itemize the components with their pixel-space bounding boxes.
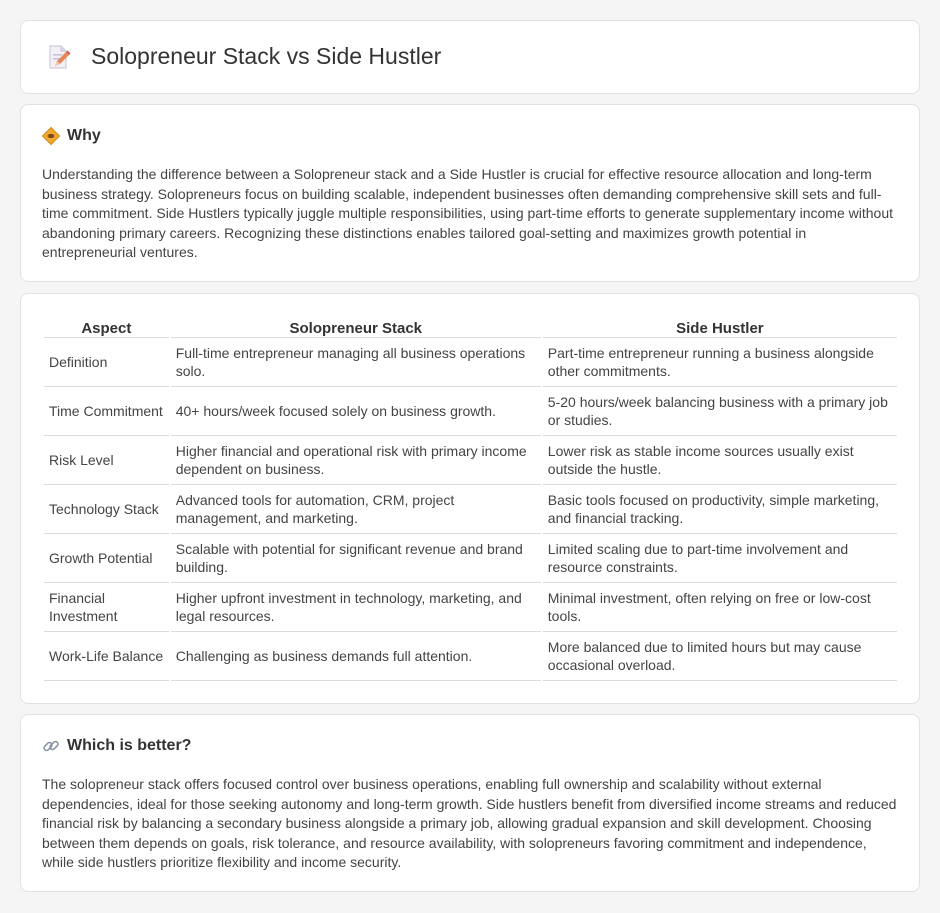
better-heading: Which is better? [67, 737, 192, 754]
title-card [20, 20, 920, 94]
aspect-cell: Definition [44, 338, 169, 387]
why-text: Understanding the difference between a Solopreneur stack and a Side Hustler is crucial for effective resource allocation and long-term business strategy. Solopreneurs focus on building scalable, independent businesses often demanding comprehensive skill sets and full-time commitment. Side Hustlers typically juggle multiple responsibilities, using part-time efforts to generate supplementary income without abandoning primary careers. Recognizing these distinctions enables tailored goal-setting and maximizes growth potential in entrepreneurial ventures. [42, 166, 894, 261]
better-heading-row [42, 737, 191, 755]
side-hustler-cell: More balanced due to limited hours but may cause occasional overload. [543, 632, 897, 681]
aspect-cell: Technology Stack [44, 485, 169, 534]
link-icon [42, 737, 60, 755]
comparison-table [42, 316, 899, 681]
title-row [45, 43, 441, 70]
solopreneur-cell: Higher upfront investment in technology, marketing, and legal resources. [171, 583, 541, 632]
table-row [44, 436, 897, 485]
aspect-cell: Financial Investment [44, 583, 169, 632]
solopreneur-cell: Full-time entrepreneur managing all business operations solo. [171, 338, 541, 387]
why-card [20, 104, 920, 282]
table-row [44, 387, 897, 436]
header-aspect: Aspect [44, 316, 169, 338]
which-better-card [20, 714, 920, 892]
why-heading: Why [67, 127, 101, 144]
comparison-card [20, 293, 920, 704]
diamond-sign-icon [42, 127, 60, 145]
solopreneur-cell: Higher financial and operational risk with primary income dependent on business. [171, 436, 541, 485]
solopreneur-cell: Scalable with potential for significant revenue and brand building. [171, 534, 541, 583]
header-side-hustler: Side Hustler [543, 316, 897, 338]
aspect-cell: Work-Life Balance [44, 632, 169, 681]
side-hustler-cell: Limited scaling due to part-time involvement and resource constraints. [543, 534, 897, 583]
side-hustler-cell: Basic tools focused on productivity, simple marketing, and financial tracking. [543, 485, 897, 534]
header-solopreneur: Solopreneur Stack [171, 316, 541, 338]
table-header-row [44, 316, 897, 338]
document-pencil-icon [45, 44, 71, 70]
table-row [44, 485, 897, 534]
aspect-cell: Growth Potential [44, 534, 169, 583]
page-title: Solopreneur Stack vs Side Hustler [91, 43, 442, 69]
better-text: The solopreneur stack offers focused control over business operations, enabling full ownership and scalability without external dependencies, ideal for those seeking autonomy and long-term growth. Side hustlers benefit from diversified income streams and reduced financial risk by balancing a secondary business alongside a primary job, allowing gradual expansion and skill development. Choosing between them depends on goals, risk tolerance, and resource availability, with solopreneurs favoring commitment and independence, while side hustlers prioritize flexibility and income security. [42, 776, 897, 871]
side-hustler-cell: Part-time entrepreneur running a business alongside other commitments. [543, 338, 897, 387]
table-row [44, 534, 897, 583]
table-row [44, 338, 897, 387]
solopreneur-cell: 40+ hours/week focused solely on business growth. [171, 387, 541, 436]
solopreneur-cell: Challenging as business demands full attention. [171, 632, 541, 681]
side-hustler-cell: 5-20 hours/week balancing business with a primary job or studies. [543, 387, 897, 436]
side-hustler-cell: Minimal investment, often relying on free or low-cost tools. [543, 583, 897, 632]
why-heading-row [42, 127, 101, 145]
solopreneur-cell: Advanced tools for automation, CRM, project management, and marketing. [171, 485, 541, 534]
table-row [44, 632, 897, 681]
side-hustler-cell: Lower risk as stable income sources usually exist outside the hustle. [543, 436, 897, 485]
aspect-cell: Time Commitment [44, 387, 169, 436]
table-row [44, 583, 897, 632]
aspect-cell: Risk Level [44, 436, 169, 485]
